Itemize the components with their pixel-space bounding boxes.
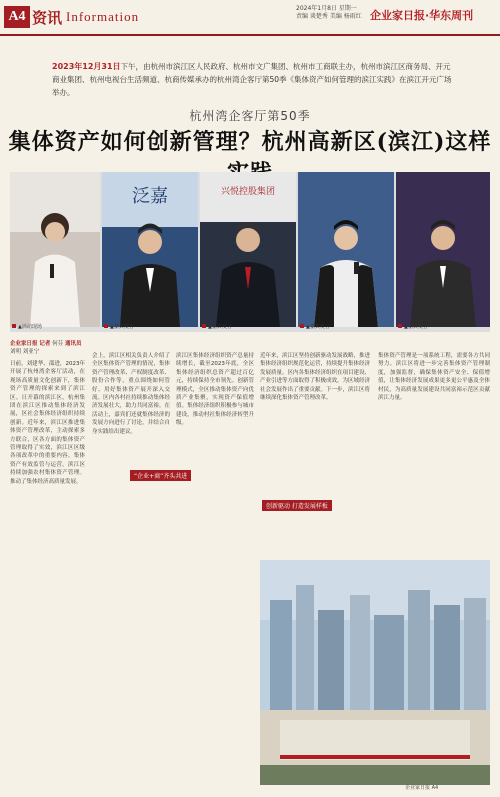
photo-caption-3: ▲嘉宾发言 <box>202 323 232 330</box>
photo-caption-5: ▲嘉宾发言 <box>398 323 428 330</box>
byline-name-1: 何芬 <box>52 341 64 347</box>
article-column-3: 滨江区集体经济组织资产总量持续增长，截至2023年底，全区集体经济组织总资产超过百亿元，持续保持全市领先。创新管理模式，全区推动集体资产向优质产业集聚，实现资产保值增值。集体经济组织积极参与城市建设，推动村社集体经济转型升级。 <box>176 353 254 427</box>
byline-name-2: 刘明 刘亚宁 <box>10 349 40 355</box>
editor-text: 责编 谈楚秀 美编 杨雨红 <box>296 13 362 20</box>
subhead-a: “企业+商”齐头共进 <box>130 470 191 481</box>
date-text: 2024年1月8日 星期一 <box>296 5 357 12</box>
photo-speaker-2 <box>200 172 296 327</box>
article-column-4: 近年来，滨江区坚持创新驱动发展战略，推进集体经济组织规范化运营，持续提升集体经济发展质量。区内各集体经济组织在项目建设、产业引进等方面取得了积极成效，为区域经济社会发展作出了重要贡献。下一步，滨江区将继续深化集体资产管理改革。 <box>260 353 370 402</box>
subhead-b: 创新驱动 打造发展样板 <box>262 500 332 511</box>
byline <box>10 340 85 356</box>
article-column-2: 会上，滨江区相关负责人介绍了全区集体资产管理的情况，集体资产管理改革、产权制度改革、股份合作等，重点围绕如何管好、用好集体资产展开深入交流。区内各村社持续推动集体经济发展壮大，助力共同富裕。在活动上，嘉宾们还就集体经济的发展方向进行了讨论，并结合自身实践给出建议。 <box>92 353 170 435</box>
byline-label-1: 企业家日报 记者 <box>10 341 51 347</box>
issue-date <box>296 5 362 21</box>
section-name-en: Information <box>66 9 140 24</box>
city-skyline-photo <box>260 560 490 785</box>
photo-host <box>10 172 100 327</box>
article-title: 集体资产如何创新管理？杭州高新区(滨江)这样 <box>8 129 492 155</box>
photo-caption-4: ▲嘉宾发言 <box>300 323 330 330</box>
sign-1: 泛嘉 <box>132 186 168 206</box>
article-column-5: 集体资产管理是一项系统工程，需要各方共同努力。滨江区将进一步完善集体资产管理制度，加强监督，确保集体资产安全、保值增值，让集体经济发展成果更多更公平惠及全体村民，为高质量发展建设共同富裕示范区贡献滨江力量。 <box>378 353 490 402</box>
section-badge: A4 <box>4 6 30 28</box>
byline-label-2: 通讯员 <box>64 341 82 347</box>
photo-strip <box>10 172 490 332</box>
photo-speaker-4 <box>396 172 490 327</box>
newspaper-brand: 企业家日报·华东周刊 <box>370 9 474 22</box>
photo-caption-2: ▲嘉宾发言 <box>104 323 134 330</box>
intro-text: 下午，由杭州市滨江区人民政府、杭州市文广集团、杭州市工商联主办，杭州市滨江区商务局、开元商业集团、杭州电视台生活频道、杭商传媒承办的杭州湾企客厅第50季《集体资产如何管理的滨江实践》在滨江开元广场举办。 <box>52 62 452 97</box>
page-footer: 企业家日报 A4 <box>405 785 439 791</box>
photo-speaker-3 <box>298 172 394 327</box>
intro-paragraph <box>52 60 452 99</box>
section-name: 资讯 <box>32 9 63 27</box>
sign-2: 兴悦控股集团 <box>220 186 276 196</box>
photo-caption-1: ▲活动现场 <box>12 323 42 330</box>
article-column-1: 日前，刘建华、邵进，2023年开展了杭州湾企客厅活动，在现场高质量文化创新下，集体资产管理的探索来到了滨江区。日开幕的滨江区，杭州集团在滨江区推动集体经济发展，区社会集体经济组织持续创新。近年来，滨江区推进集体资产管理改革，主动探索多方联合，区各方面的集体资产管理取得了实效，滨江区区级各项改革中的重要内容。集体资产有效监管与运营，滨江区持续加强农村集体资产管理。推动了集体经济高质量发展。 <box>10 361 85 485</box>
intro-date: 2023年12月31日 <box>52 62 121 71</box>
page-header <box>0 0 500 36</box>
article-subtitle: 杭州湾企客厅第50季 <box>189 109 311 123</box>
photo-speaker-1 <box>102 172 198 327</box>
